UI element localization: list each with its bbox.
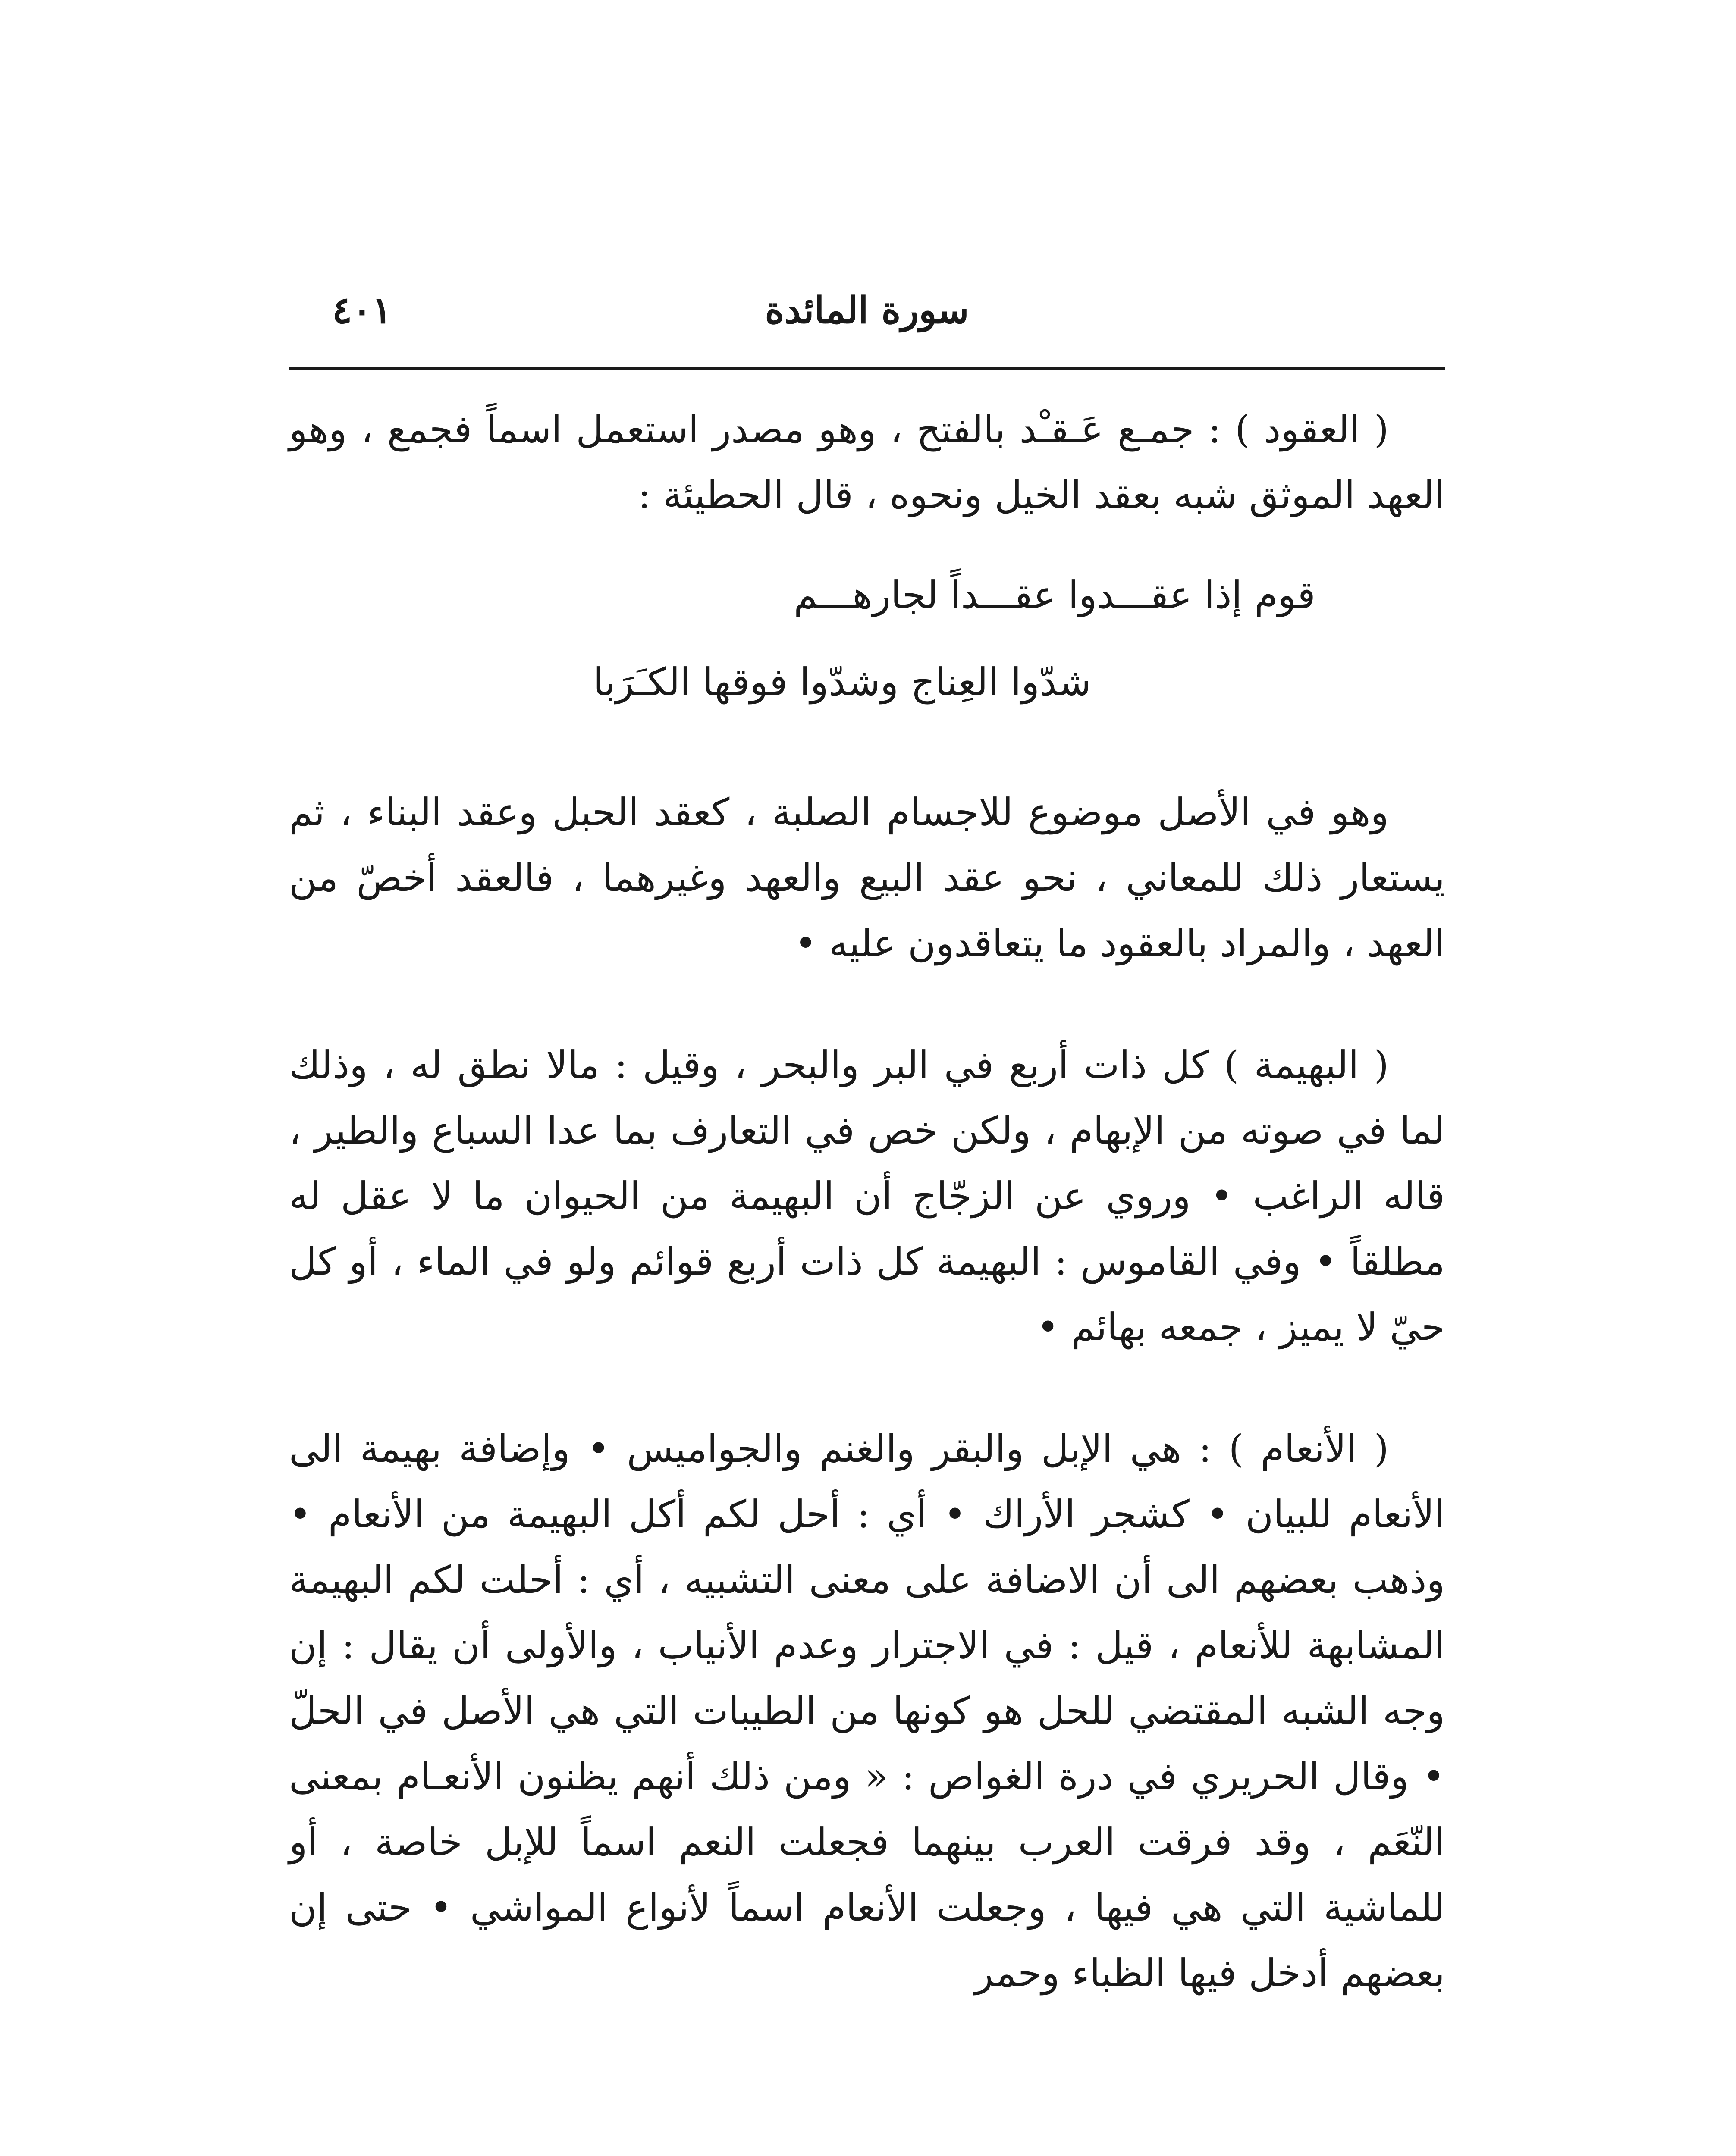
page-number: ٤٠١ xyxy=(332,288,392,332)
paragraph-uqud: ( العقود ) : جمـع عَـقـْد بالفتح ، وهو مصدر استعمل اسماً فجمع ، وهو العهد الموثق شبه بعقد الخيل ونحوه ، قال الحطيئة : xyxy=(289,407,1445,517)
paragraph-bahima: ( البهيمة ) كل ذات أربع في البر والبحر ، وقيل : مالا نطق له ، وذلك لما في صوته من الإبهام ، ولكن خص في التعارف بما عدا السباع والطير ، قاله الراغب • وروي عن الزجّاج أن البهيمة من الحيوان ما لا عقل له مطلقاً • وفي القاموس : البهيمة كل ذات أربع قوائم ولو في الماء ، أو كل حيّ لا يميز ، جمعه بهائم • xyxy=(289,1043,1445,1349)
paragraph-asl: وهو في الأصل موضوع للاجسام الصلبة ، كعقد الحبل وعقد البناء ، ثم يستعار ذلك للمعاني ، نحو عقد البيع والعهد وغيرهما ، فالعقد أخصّ من العهد ، والمراد بالعقود ما يتعاقدون عليه • xyxy=(289,790,1445,965)
body-text xyxy=(289,397,1445,2062)
book-page xyxy=(289,241,1445,2156)
chapter-title: سورة المائدة xyxy=(765,288,969,332)
verse-line-1: قوم إذا عقـــدوا عقـــداً لجارهـــم xyxy=(794,573,1315,617)
verse-line-2: شدّوا العِناج وشدّوا فوقها الكـَرَبا xyxy=(593,660,1091,704)
running-head xyxy=(289,276,1445,341)
paragraph-anam: ( الأنعام ) : هي الإبل والبقر والغنم والجواميس • وإضافة بهيمة الى الأنعام للبيان • كشجر الأراك • أي : أحل لكم أكل البهيمة من الأنعام • وذهب بعضهم الى أن الاضافة على معنى التشبيه ، أي : أحلت لكم البهيمة المشابهة للأنعام ، قيل : في الاجترار وعدم الأنياب ، والأولى أن يقال : إن وجه الشبه المقتضي للحل هو كونها من الطيبات التي هي الأصل في الحلّ • وقال الحريري في درة الغواص : « ومن ذلك أنهم يظنون الأنعـام بمعنى النّعَم ، وقد فرقت العرب بينهما فجعلت النعم اسماً للإبل خاصة ، أو للماشية التي هي فيها ، وجعلت الأنعام اسماً لأنواع المواشي • حتى إن بعضهم أدخل فيها الظباء وحمر xyxy=(289,1426,1445,1995)
header-rule xyxy=(289,367,1445,370)
